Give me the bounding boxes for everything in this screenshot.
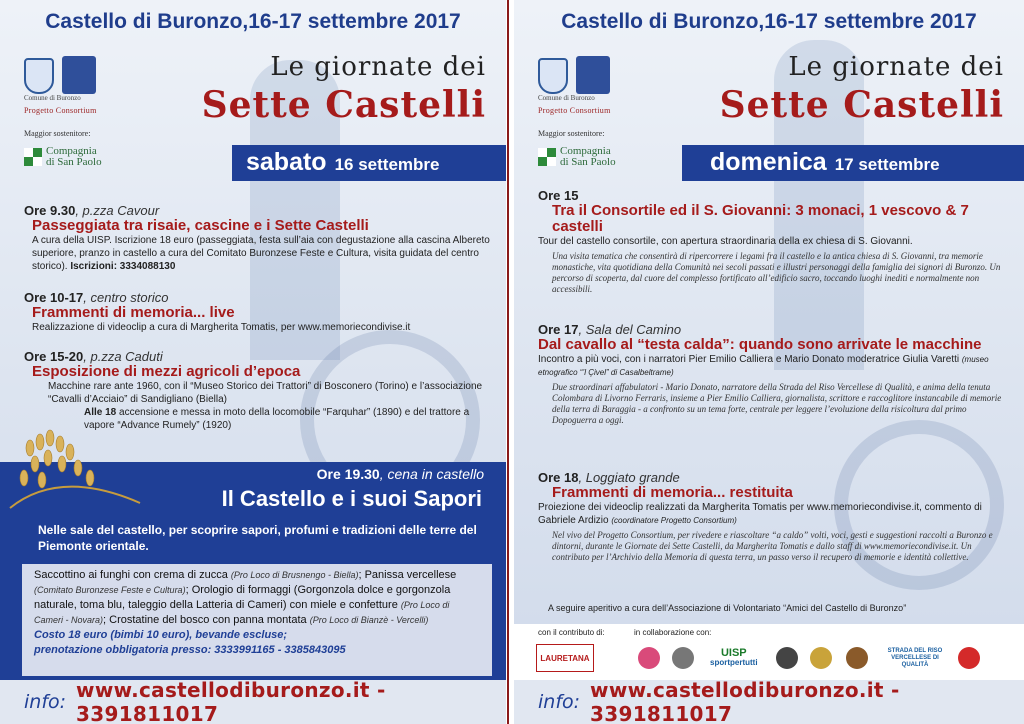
- event-note: Due straordinari affabulatori - Mario Donato, narratore della Strada del Riso Vercellese di Qualità, e anima della tenuta Colombara di Livorno Ferraris, insieme a Pier Emilio Calliera, giornalista, scrittore e raccoglitore instancabile di memorie della terra di Baraggia - a confronto su un tema forte, centrale per leggere l’evoluzione della risicoltura dal primo Dopoguerra a oggi.: [552, 382, 1002, 425]
- comune-label: Comune di Buronzo: [538, 94, 595, 102]
- lauretana-logo: LAURETANA: [536, 644, 594, 672]
- page-title: Castello di Buronzo,16-17 settembre 2017: [561, 10, 977, 33]
- uisp-label: UISP: [720, 647, 747, 659]
- sponsor-logo: [24, 146, 124, 168]
- event-title: Tra il Consortile ed il S. Giovanni: 3 monaci, 1 vescovo & 7 castelli: [552, 202, 969, 235]
- footer: [514, 680, 1024, 724]
- event-title: Dal cavallo al “testa calda”: quando sono arrivate le macchine: [538, 336, 982, 353]
- menu-org: (Comitato Buronzese Feste e Cultura): [34, 585, 186, 595]
- sponsor-name-2: di San Paolo: [46, 156, 102, 168]
- left-flyer-panel: [0, 0, 506, 724]
- event-desc: Tour del castello consortile, con apertura straordinaria della ex chiesa di S. Giovanni.: [538, 236, 913, 247]
- event-note: Nel vivo del Progetto Consortium, per rivedere e riascoltare “a caldo” volti, voci, gesti e suggestioni raccolti a Buronzo e dintorni, durante le Giornate dei Sette Castelli, da Margherita Tomatis e dallo staff di www.memoriecondivise.it. Un contributo per l’Archivio della Memoria di questa terra, un passo verso il recupero di memorie e identità collettive.: [552, 530, 993, 562]
- event-contact: Iscrizioni: 3334088130: [70, 261, 176, 272]
- panel-divider: [507, 0, 509, 724]
- event-note: Una visita tematica che consentirà di ripercorrere i legami fra il castello e la antica chiesa di S. Giovanni, tra memorie monastiche, vita quotidiana della Comunità nei secoli passati e illustri personaggi della famiglia dei signori di Buronzo. Un percorso di scoperta, dal cuore del complesso fortificato all’edificio sacro, toccando luoghi inediti e normalmente non accessibili.: [552, 251, 1001, 294]
- menu-org: (Pro Loco di Bianzè - Vercelli): [309, 615, 429, 625]
- event-place: , p.zza Caduti: [83, 349, 163, 364]
- event-desc-note: (coordinatore Progetto Consortium): [611, 516, 737, 525]
- partner-logo-icon: [776, 644, 798, 672]
- event-2: [538, 322, 1010, 426]
- consortium-label: Progetto Consortium: [24, 106, 97, 115]
- event-place: , centro storico: [83, 290, 169, 305]
- event-desc-extra: accensione e messa in moto della locomobile “Farquhar” (1890) e del trattore a vapore “Advance Rumely” (1920): [84, 407, 470, 431]
- castle-logo-icon: [62, 56, 96, 94]
- collab-label: in collaborazione con:: [634, 628, 712, 637]
- sponsor-label: Maggior sostenitore:: [538, 129, 605, 138]
- event-title: Frammenti di memoria... live: [32, 304, 235, 321]
- event-1: [24, 203, 492, 273]
- event-desc: Incontro a più voci, con i narratori Pier Emilio Calliera e Mario Donato moderatrice Giulia Varetti: [538, 354, 960, 365]
- rice-ear-icon: [0, 408, 150, 518]
- menu-item: ; Panissa vercellese: [358, 569, 457, 581]
- partner-logo-icon: [810, 644, 832, 672]
- menu-item: ; Orologio di formaggi (Gorgonzola dolce e gorgonzola naturale, toma blu, taleggio della Latteria di Cameri) con miele e confetture: [34, 584, 451, 611]
- menu-org: (Pro Loco di Brusnengo - Biella): [230, 570, 359, 580]
- event-desc: Proiezione dei videoclip realizzati da Margherita Tomatis per www.memoriecondivise.it, commento di Gabriele Ardizio: [538, 502, 982, 526]
- consortium-label: Progetto Consortium: [538, 106, 611, 115]
- event-desc: Realizzazione di videoclip a cura di Margherita Tomatis, per www.memoriecondivise.it: [32, 322, 411, 333]
- dinner-cost: Costo 18 euro (bimbi 10 euro), bevande escluse;: [34, 629, 288, 641]
- dinner-place: , cena in castello: [379, 466, 484, 482]
- event-place: , p.zza Cavour: [75, 203, 160, 218]
- event-1: [538, 188, 1010, 295]
- dinner-time: Ore 19.30: [316, 466, 380, 482]
- event-desc: Macchine rare ante 1960, con il “Museo Storico dei Trattori” di Bosconero (Torino) e l’associazione “Cavalli d’Acciaio” di Sandigliano (Biella): [48, 381, 483, 405]
- event-time: Ore 10-17: [24, 290, 84, 305]
- event-time: Ore 15-20: [24, 349, 84, 364]
- sponsor-label: Maggior sostenitore:: [24, 129, 91, 138]
- event-time: Ore 18: [538, 470, 579, 485]
- footer-website-link[interactable]: www.castellodiburonzo.it - 3391811017: [76, 678, 386, 724]
- event-name-line-2: Sette Castelli: [719, 84, 1004, 126]
- day-banner: [232, 145, 506, 181]
- event-time-extra: Alle 18: [84, 407, 117, 418]
- uisp-sub-label: sportpertutti: [710, 658, 758, 667]
- contrib-label: con il contributo di:: [538, 628, 605, 637]
- footer-website-link[interactable]: www.castellodiburonzo.it - 3391811017: [590, 678, 900, 724]
- sponsor-name-1: Compagnia: [46, 145, 97, 157]
- menu-item: Saccottino ai funghi con crema di zucca: [34, 569, 228, 581]
- event-2: [24, 290, 492, 334]
- dinner-intro: Nelle sale del castello, per scoprire sapori, profumi e tradizioni delle terre del Piemonte orientale.: [38, 523, 477, 553]
- event-name-line-1: Le giornate dei: [270, 52, 486, 82]
- event-place: , Sala del Camino: [578, 322, 682, 337]
- day-name: domenica: [710, 148, 827, 176]
- footer-info-label: info:: [538, 691, 581, 713]
- menu-item: ; Crostatine del bosco con panna montata: [103, 614, 307, 626]
- dinner-booking: prenotazione obbligatoria presso: 3333991165 - 3385843095: [34, 644, 346, 656]
- dinner-title: Il Castello e i suoi Sapori: [221, 486, 482, 511]
- uisp-logo: [710, 644, 758, 672]
- day-date: 17 settembre: [834, 155, 940, 174]
- right-flyer-panel: [514, 0, 1024, 724]
- event-desc-note: (museo etnografico “’l Çivel” di Casalbeltrame): [538, 355, 989, 377]
- event-name-line-1: Le giornate dei: [788, 52, 1004, 82]
- event-time: Ore 15: [538, 188, 579, 203]
- sponsor-name-2: di San Paolo: [560, 156, 616, 168]
- logos-block: [24, 56, 124, 168]
- comune-label: Comune di Buronzo: [24, 94, 81, 102]
- event-name-line-2: Sette Castelli: [201, 84, 486, 126]
- event-title: Passeggiata tra risaie, cascine e i Sette Castelli: [32, 217, 369, 234]
- partners-row: [514, 624, 1024, 680]
- footer: [0, 680, 506, 724]
- event-time: Ore 17: [538, 322, 579, 337]
- day-banner: [682, 145, 1024, 181]
- strada-riso-logo: STRADA DEL RISO VERCELLESE DI QUALITÀ: [887, 647, 943, 668]
- day-name: sabato: [246, 148, 327, 176]
- menu-org: (Pro Loco di Cameri - Novara): [34, 600, 450, 625]
- aperitivo-note: A seguire aperitivo a cura dell’Associazione di Volontariato “Amici del Castello di Buronzo”: [548, 603, 907, 613]
- comune-crest-icon: [24, 58, 54, 94]
- event-time: Ore 9.30: [24, 203, 76, 218]
- footer-info-label: info:: [24, 691, 67, 713]
- comune-crest-icon: [538, 58, 568, 94]
- partner-logo-icon: [672, 644, 694, 672]
- sponsor-name-1: Compagnia: [560, 145, 611, 157]
- sponsor-logo: [538, 146, 638, 168]
- logos-block: [538, 56, 638, 168]
- event-desc: A cura della UISP. Iscrizione 18 euro (passeggiata, festa sull’aia con degustazione alla cascina Albereto superiore, pranzo in castello a cura del Comitato Buronzese Feste e Cultura, visita guidata del centro storico).: [32, 235, 490, 272]
- event-title: Esposizione di mezzi agricoli d’epoca: [32, 363, 301, 380]
- castle-logo-icon: [576, 56, 610, 94]
- day-date: 16 settembre: [334, 155, 440, 174]
- page-title: Castello di Buronzo,16-17 settembre 2017: [45, 10, 461, 33]
- event-3: [538, 470, 1010, 563]
- event-title: Frammenti di memoria... restituita: [552, 484, 793, 501]
- event-place: , Loggiato grande: [578, 470, 680, 485]
- compagnia-logo-icon: [24, 148, 42, 166]
- partner-logo-icon: [846, 644, 868, 672]
- partner-logo-icon: [638, 644, 660, 672]
- compagnia-logo-icon: [538, 148, 556, 166]
- menu-box: [22, 564, 492, 676]
- partner-logo-icon: [958, 644, 980, 672]
